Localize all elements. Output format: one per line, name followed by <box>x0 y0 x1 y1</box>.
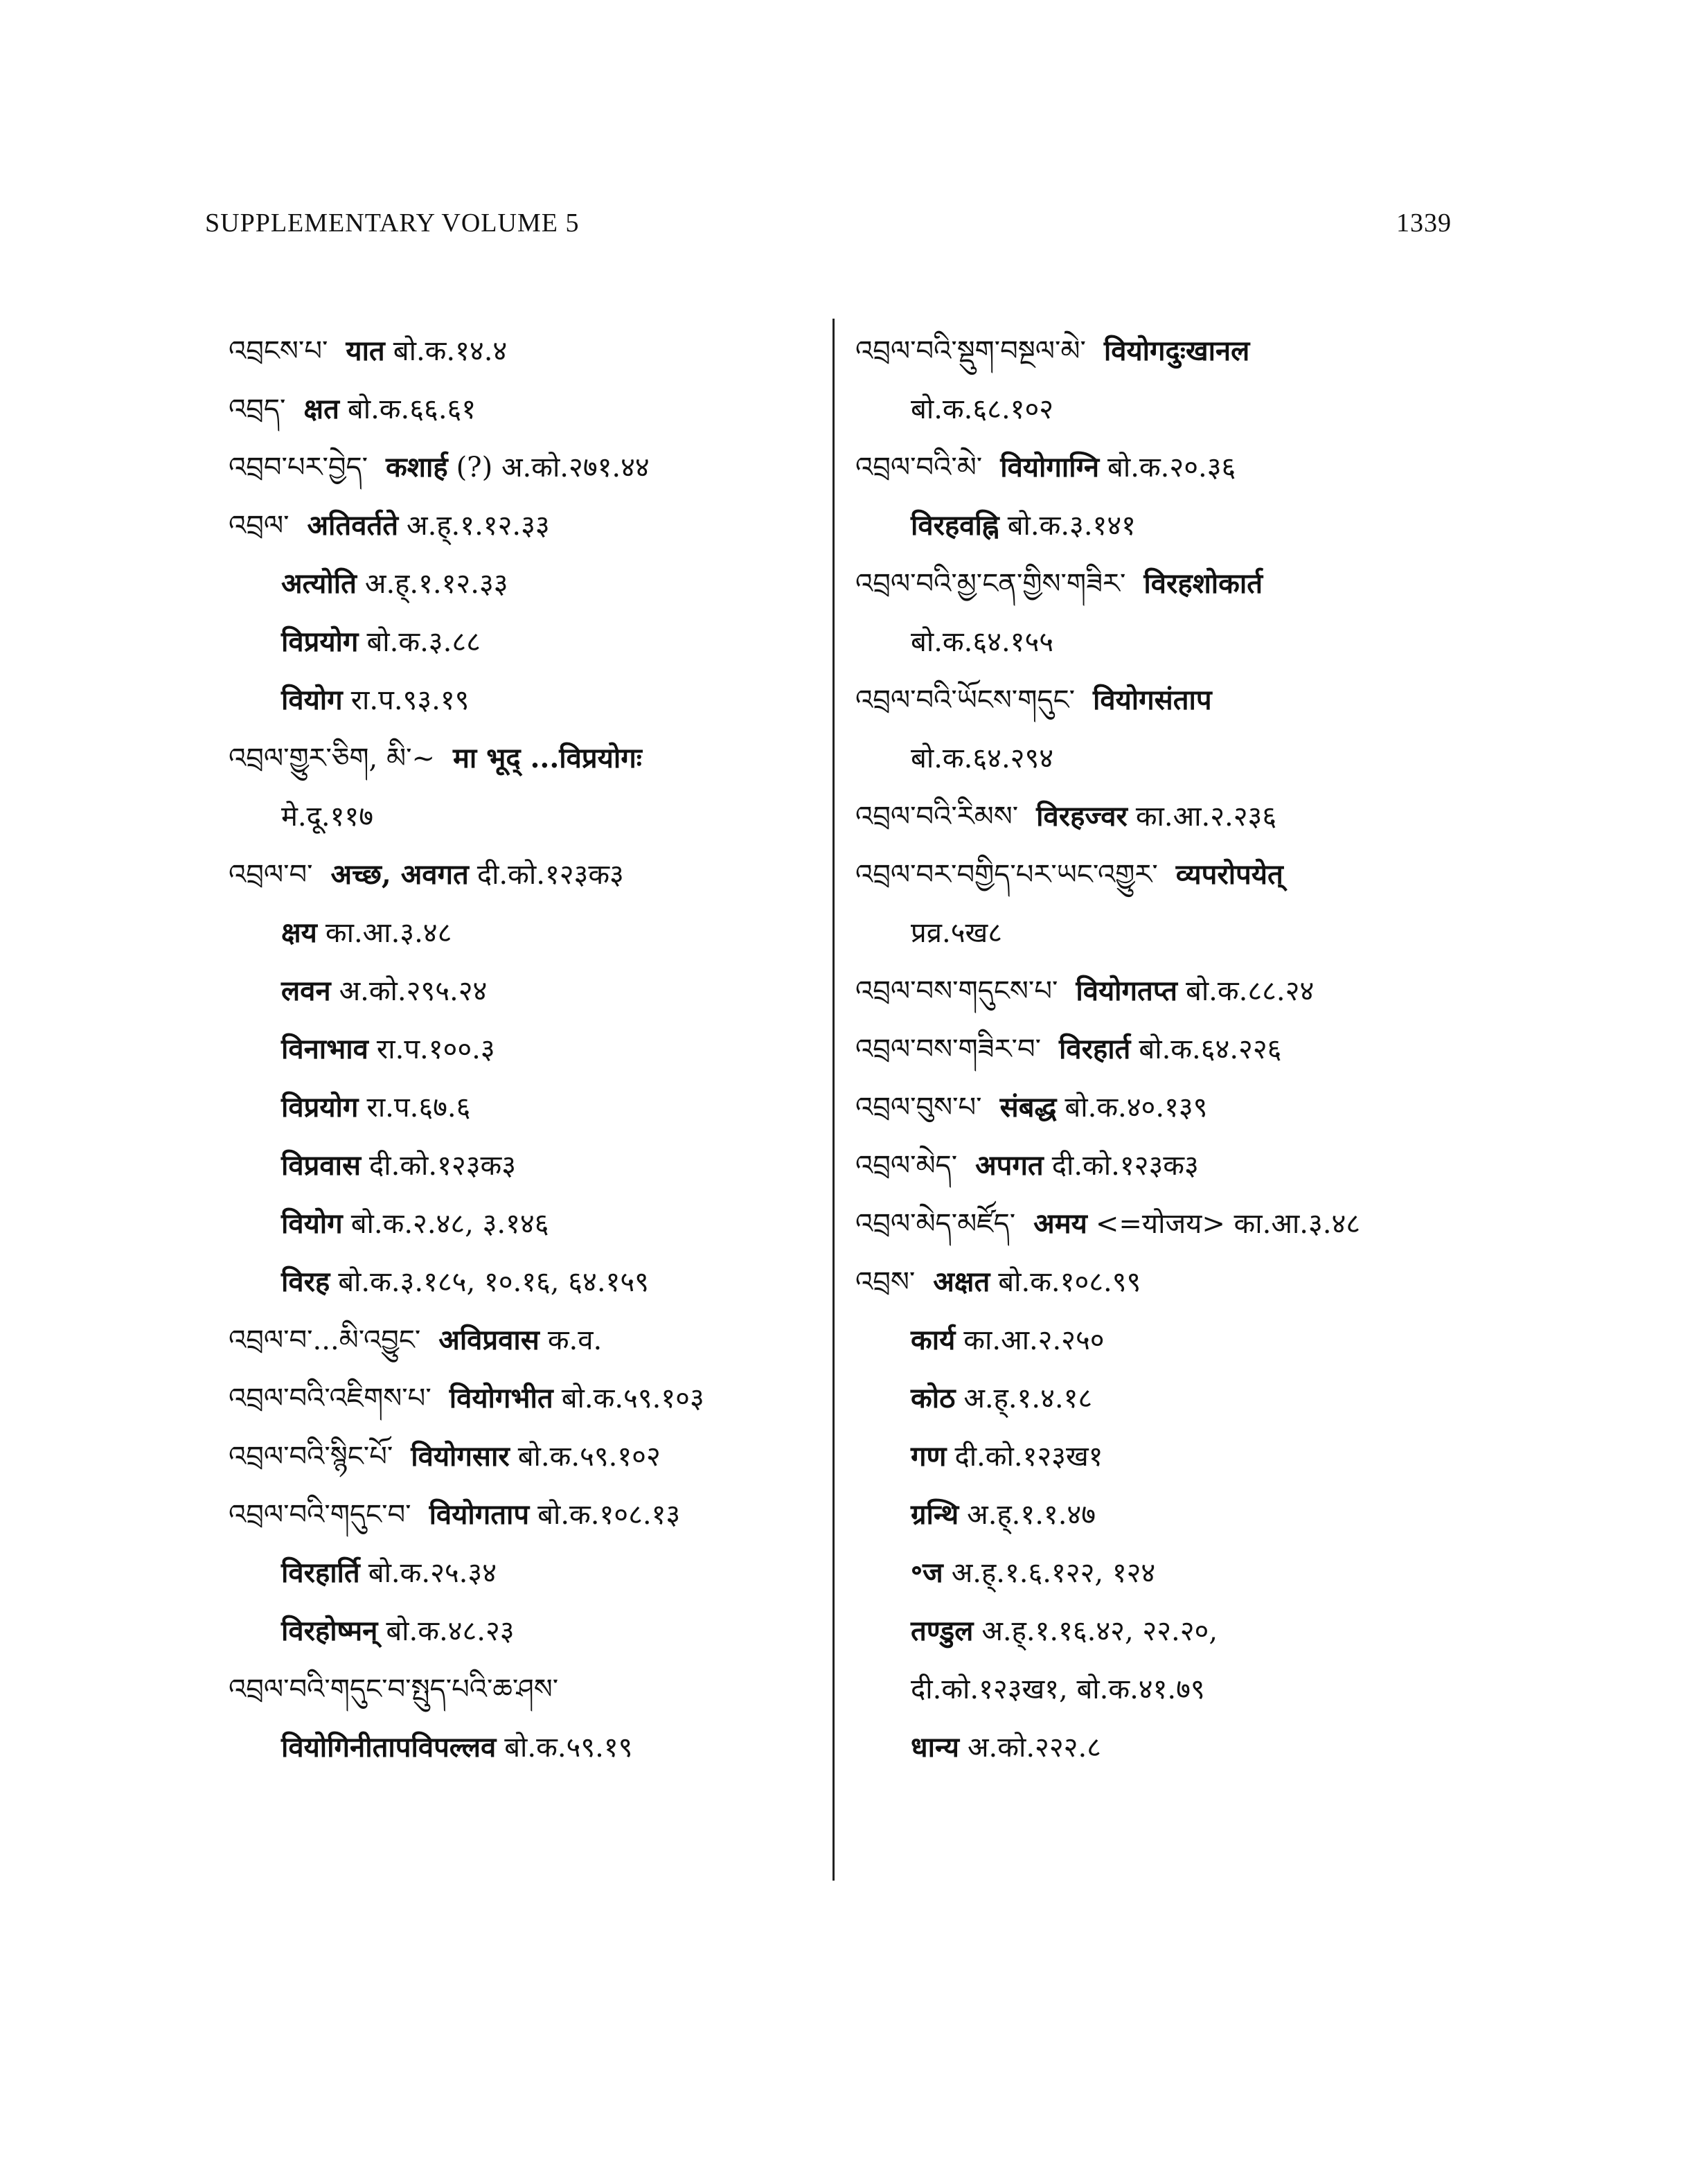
dictionary-entry <box>229 1253 838 1311</box>
source-reference: बो.क.४०.१३९ <box>1065 1092 1208 1124</box>
column-divider <box>832 319 835 1881</box>
dictionary-entry <box>229 1544 838 1602</box>
dictionary-entry <box>855 1020 1465 1078</box>
source-reference: बो.क.१०८.१३ <box>537 1499 681 1531</box>
dictionary-entry <box>229 438 838 497</box>
sanskrit-equivalent: व्यपरोपयेत् <box>1175 858 1283 891</box>
dictionary-entry <box>229 1602 838 1660</box>
dictionary-entry <box>229 962 838 1020</box>
source-reference: अ.ह्.१.१२.३३ <box>364 568 508 600</box>
sanskrit-equivalent: विरहोष्मन् <box>281 1615 378 1647</box>
sanskrit-equivalent: वियोग <box>281 1207 343 1240</box>
source-reference: बो.क.५९.१०२ <box>517 1441 661 1473</box>
dictionary-entry <box>855 962 1465 1020</box>
dictionary-entry <box>855 788 1465 846</box>
sanskrit-equivalent: विरहशोकार्त <box>1143 567 1263 600</box>
dictionary-entry <box>855 904 1465 962</box>
dictionary-entry <box>855 671 1465 729</box>
sanskrit-equivalent: वियोगभीत <box>449 1382 553 1414</box>
sanskrit-equivalent: कार्य <box>911 1324 956 1356</box>
sanskrit-equivalent: अविप्रवास <box>438 1324 540 1356</box>
dictionary-entry <box>229 1660 838 1719</box>
dictionary-entry <box>229 1311 838 1369</box>
source-reference: दी.को.१२३क३ <box>369 1150 517 1182</box>
source-reference: प्रव्र.५ख८ <box>911 917 1003 949</box>
dictionary-entry <box>855 322 1465 380</box>
sanskrit-equivalent: वियोगिनीतापविपल्लव <box>281 1731 497 1764</box>
source-reference: अ.ह्.१.१२.३३ <box>407 510 550 542</box>
dictionary-entry <box>855 1544 1465 1602</box>
tibetan-headword: འབྲལ་མེད་ <box>855 1150 958 1182</box>
source-reference: बो.क.२०.३६ <box>1107 452 1236 483</box>
sanskrit-equivalent: क्षत <box>303 393 339 425</box>
dictionary-entry <box>229 1195 838 1253</box>
sanskrit-equivalent: यात <box>346 335 385 367</box>
source-reference: अ.ह्.१.१.४७ <box>967 1499 1096 1531</box>
sanskrit-equivalent: तण्डुल <box>911 1615 974 1647</box>
source-reference: बो.क.१४.४ <box>393 335 508 367</box>
dictionary-entry <box>855 1486 1465 1544</box>
dictionary-entry <box>229 1369 838 1428</box>
tibetan-headword: འབྲབ་པར་བྱེད་ <box>229 452 368 483</box>
source-reference: बो.क.५९.१०३ <box>561 1383 704 1414</box>
sanskrit-equivalent: विरह <box>281 1266 330 1298</box>
source-reference: रा.प.९३.१९ <box>350 684 470 716</box>
sanskrit-equivalent: अमय <box>1033 1207 1087 1240</box>
source-reference: बो.क.६४.१५५ <box>911 626 1054 658</box>
dictionary-entry <box>229 671 838 729</box>
dictionary-entry <box>229 1486 838 1544</box>
dictionary-entry <box>855 1660 1465 1719</box>
dictionary-entry <box>855 1719 1465 1777</box>
sanskrit-equivalent: विनाभाव <box>281 1033 368 1065</box>
sanskrit-equivalent: वियोगदुःखानल <box>1103 335 1250 367</box>
sanskrit-equivalent: कशार्ह <box>386 451 448 483</box>
tibetan-headword: འབྲལ་བའི་སྙིང་པོ་ <box>229 1441 393 1473</box>
sanskrit-equivalent: विरहवह्नि <box>911 509 999 542</box>
dictionary-entry <box>229 1078 838 1137</box>
dictionary-entry <box>855 438 1465 497</box>
sanskrit-equivalent: गण <box>911 1440 947 1473</box>
dictionary-entry <box>855 1195 1465 1253</box>
sanskrit-equivalent: वियोगताप <box>429 1498 530 1531</box>
sanskrit-equivalent: विप्रवास <box>281 1149 361 1182</box>
dictionary-entry <box>229 788 838 846</box>
dictionary-entry <box>229 1719 838 1777</box>
sanskrit-equivalent: विप्रयोग <box>281 625 359 658</box>
dictionary-entry <box>855 1602 1465 1660</box>
dictionary-entry <box>229 613 838 671</box>
source-reference: का.आ.२.२३६ <box>1135 801 1277 833</box>
tibetan-headword: འབྲལ་གྱུར་ཅིག, མི་~ <box>229 743 435 774</box>
sanskrit-equivalent: विरहार्त <box>1059 1033 1131 1065</box>
sanskrit-equivalent: अच्छ, अवगत <box>330 858 469 891</box>
page-number: 1339 <box>1396 208 1452 238</box>
dictionary-entry <box>855 497 1465 555</box>
source-reference: रा.प.६७.६ <box>366 1092 471 1124</box>
source-reference: बो.क.६४.२९४ <box>911 743 1054 774</box>
dictionary-entry <box>855 846 1465 904</box>
sanskrit-equivalent: विप्रयोग <box>281 1091 359 1124</box>
sanskrit-equivalent: ॰ज <box>911 1556 943 1589</box>
tibetan-headword: འབྲལ་བའི་ཡོངས་གདུང་ <box>855 684 1075 716</box>
tibetan-headword: འབྲལ་བའི་སྡུག་བསྔལ་མེ་ <box>855 335 1086 367</box>
sanskrit-equivalent: वियोग <box>281 684 343 716</box>
dictionary-entry <box>229 846 838 904</box>
source-reference: बो.क.१०८.९९ <box>998 1266 1141 1298</box>
sanskrit-equivalent: लवन <box>281 975 331 1007</box>
source-reference: का.आ.२.२५० <box>963 1324 1105 1356</box>
source-reference: बो.क.२५.३४ <box>368 1557 497 1589</box>
sanskrit-equivalent: अतिवर्तते <box>307 509 399 542</box>
dictionary-entry <box>855 729 1465 788</box>
left-column <box>229 322 838 1777</box>
tibetan-headword: འབྲལ་བུས་པ་ <box>855 1092 982 1124</box>
sanskrit-equivalent: संबद्ध <box>999 1091 1057 1124</box>
page-header <box>205 208 1452 249</box>
tibetan-headword: འབྲལ་བའི་མེ་ <box>855 452 983 483</box>
dictionary-entry <box>855 1311 1465 1369</box>
dictionary-entry <box>229 729 838 788</box>
dictionary-entry <box>229 555 838 613</box>
source-reference: बो.क.६६.६१ <box>347 393 477 425</box>
sanskrit-equivalent: धान्य <box>911 1731 959 1764</box>
source-reference: दी.को.१२३क३ <box>1051 1150 1199 1182</box>
sanskrit-equivalent: ग्रन्थि <box>911 1498 959 1531</box>
sanskrit-equivalent: वियोगतप्त <box>1076 975 1177 1007</box>
source-reference: (?) अ.को.२७१.४४ <box>456 452 650 483</box>
dictionary-entry <box>855 1369 1465 1428</box>
dictionary-entry <box>229 904 838 962</box>
tibetan-headword: འབྲལ་ <box>229 510 290 542</box>
dictionary-entry <box>855 1253 1465 1311</box>
tibetan-headword: འབྲལ་བའི་མྱ་ངན་གྱིས་གཟིར་ <box>855 568 1126 600</box>
source-reference: बो.क.६८.१०२ <box>911 393 1054 425</box>
sanskrit-equivalent: विरहार्ति <box>281 1556 360 1589</box>
source-reference: मे.दू.११७ <box>281 801 373 833</box>
tibetan-headword: འབྲལ་བས་གདུངས་པ་ <box>855 975 1058 1007</box>
tibetan-headword: འབྲལ་མེད་མཛོད་ <box>855 1208 1016 1240</box>
dictionary-entry <box>855 555 1465 613</box>
sanskrit-equivalent: अत्योति <box>281 567 357 600</box>
tibetan-headword: འབྲས་ <box>855 1266 916 1298</box>
dictionary-entry <box>855 1137 1465 1195</box>
source-reference: अ.ह्.१.१६.४२, २२.२०, <box>981 1615 1218 1647</box>
source-reference: बो.क.३.८८ <box>366 626 481 658</box>
source-reference: बो.क.३.१८५, १०.१६, ६४.१५९ <box>338 1266 649 1298</box>
source-reference: बो.क.४८.२३ <box>386 1615 515 1647</box>
sanskrit-equivalent: अक्षत <box>933 1266 990 1298</box>
source-reference: बो.क.२.४८, ३.१४६ <box>350 1208 549 1240</box>
sanskrit-equivalent: क्षय <box>281 916 317 949</box>
sanskrit-equivalent: वियोगाग्नि <box>1000 451 1100 483</box>
running-title: SUPPLEMENTARY VOLUME 5 <box>205 208 580 238</box>
source-reference: अ.को.२९५.२४ <box>339 975 488 1007</box>
source-reference: अ.को.२२२.८ <box>967 1732 1101 1764</box>
dictionary-entry <box>229 1428 838 1486</box>
dictionary-entry <box>855 613 1465 671</box>
sanskrit-equivalent: विरहज्वर <box>1036 800 1128 833</box>
sanskrit-equivalent: वियोगसंताप <box>1093 684 1212 716</box>
source-reference: अ.ह्.१.४.१८ <box>963 1383 1093 1414</box>
dictionary-entry <box>229 1137 838 1195</box>
tibetan-headword: འབྲལ་བའི་འཇིགས་པ་ <box>229 1383 431 1414</box>
tibetan-headword: འབྲལ་བ་ <box>229 859 313 891</box>
dictionary-entry <box>229 380 838 438</box>
dictionary-entry <box>855 380 1465 438</box>
source-reference: दी.को.१२३ख१ <box>954 1441 1103 1473</box>
sanskrit-equivalent: मा भूद् ...विप्रयोगः <box>453 742 642 774</box>
dictionary-entry <box>855 1078 1465 1137</box>
source-reference: बो.क.५९.१९ <box>504 1732 633 1764</box>
source-reference: दी.को.१२३क३ <box>477 859 624 891</box>
tibetan-headword: འབྲལ་བའི་རིམས་ <box>855 801 1019 833</box>
dictionary-entry <box>229 497 838 555</box>
source-reference: <=योजय> का.आ.३.४८ <box>1095 1208 1361 1240</box>
source-reference: रा.प.१००.३ <box>376 1033 495 1065</box>
source-reference: अ.ह्.१.६.१२२, १२४ <box>951 1557 1156 1589</box>
source-reference: दी.को.१२३ख१, बो.क.४१.७९ <box>911 1673 1205 1705</box>
source-reference: का.आ.३.४८ <box>325 917 452 949</box>
sanskrit-equivalent: वियोगसार <box>411 1440 510 1473</box>
tibetan-headword: འབྲལ་བའི་གདུང་བ་སྤུད་པའི་ཆ་ཤས་ <box>229 1673 559 1705</box>
source-reference: बो.क.६४.२२६ <box>1139 1033 1282 1065</box>
tibetan-headword: འབྲལ་བར་བགྱིད་པར་ཡང་འགྱུར་ <box>855 859 1158 891</box>
sanskrit-equivalent: कोठ <box>911 1382 956 1414</box>
tibetan-headword: འབྲད་ <box>229 393 286 425</box>
source-reference: क.व. <box>547 1324 603 1356</box>
tibetan-headword: འབྲལ་བ་...མི་འབྱུང་ <box>229 1324 421 1356</box>
dictionary-entry <box>855 1428 1465 1486</box>
sanskrit-equivalent: अपगत <box>975 1149 1044 1182</box>
dictionary-entry <box>229 1020 838 1078</box>
source-reference: बो.क.३.१४१ <box>1007 510 1136 542</box>
source-reference: बो.क.८८.२४ <box>1185 975 1315 1007</box>
dictionary-entry <box>229 322 838 380</box>
right-column <box>855 322 1465 1777</box>
tibetan-headword: འབྲལ་བའི་གདུང་བ་ <box>229 1499 411 1531</box>
tibetan-headword: འབྲལ་བས་གཟིར་བ་ <box>855 1033 1041 1065</box>
tibetan-headword: འབྲངས་པ་ <box>229 335 328 367</box>
